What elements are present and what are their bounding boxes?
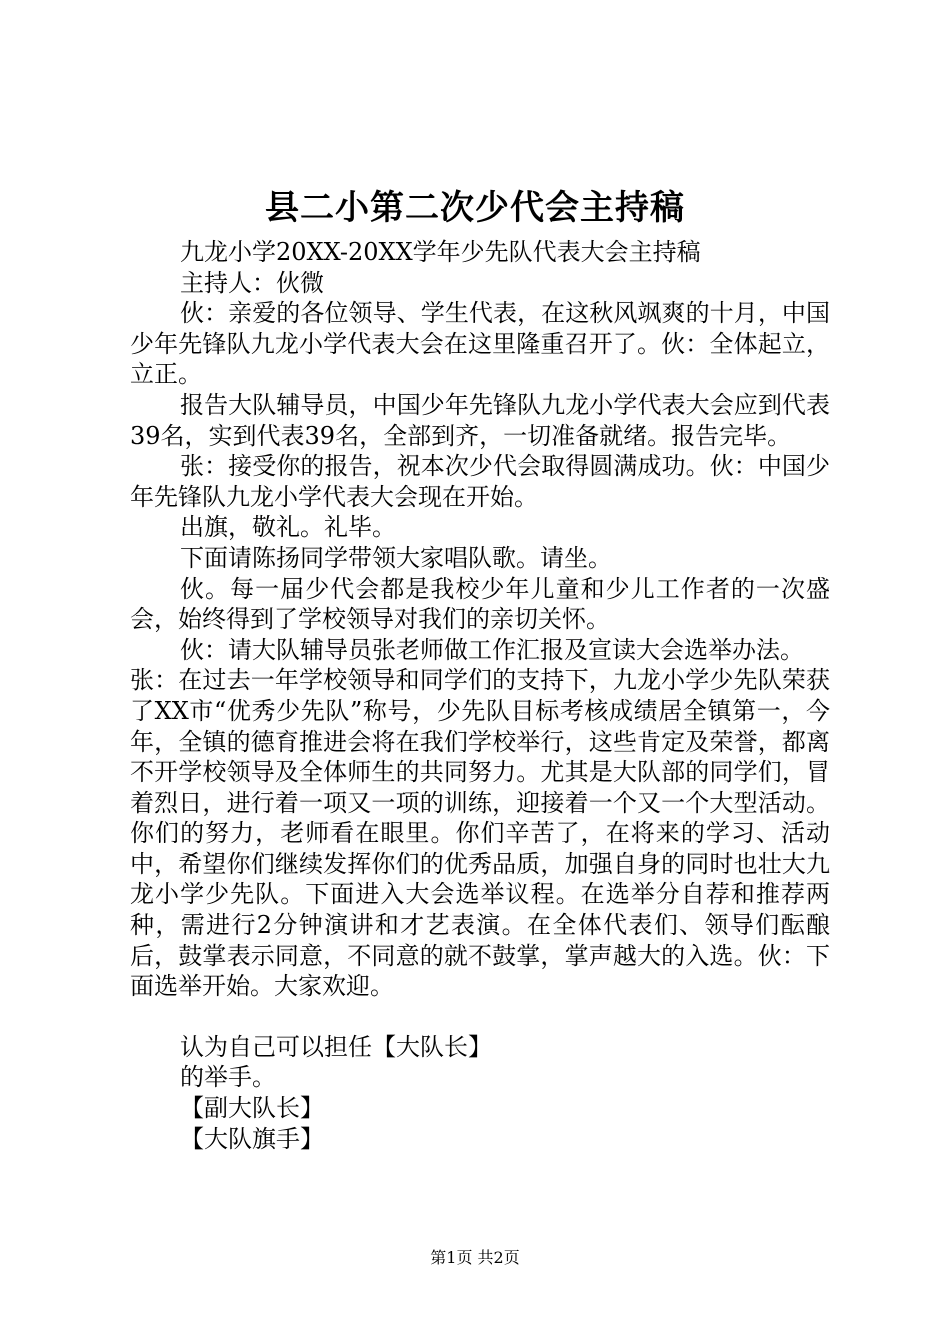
paragraph-flag-bearer: 【大队旗手】 [180, 1124, 324, 1153]
paragraph-congress: 伙。每一届少代会都是我校少年儿童和少儿工作者的一次盛会，始终得到了学校领导对我们的亲切关怀。 [130, 574, 830, 634]
paragraph-flag: 出旗，敬礼。礼毕。 [180, 513, 396, 542]
paragraph-raise-hand: 的举手。 [180, 1063, 276, 1092]
paragraph-vice-captain: 【副大队长】 [180, 1094, 324, 1123]
paragraph-work-report-intro: 伙：请大队辅导员张老师做工作汇报及宣读大会选举办法。 [180, 635, 804, 664]
paragraph-anthem: 下面请陈扬同学带领大家唱队歌。请坐。 [180, 543, 612, 572]
paragraph-attendance-report: 报告大队辅导员，中国少年先锋队九龙小学代表大会应到代表39名，实到代表39名，全部到齐，一切准备就绪。报告完毕。 [130, 390, 830, 450]
paragraph-gap [130, 1002, 830, 1032]
paragraph-subtitle: 九龙小学20XX-20XX学年少先队代表大会主持稿 [180, 238, 701, 266]
paragraph-host: 主持人：伙微 [180, 268, 324, 297]
paragraph-accept-report: 张：接受你的报告，祝本次少代会取得圆满成功。伙：中国少年先锋队九龙小学代表大会现在开始。 [130, 452, 830, 511]
document-body [130, 237, 830, 1154]
paragraph-work-report: 张：在过去一年学校领导和同学们的支持下，九龙小学少先队荣获了XX市“优秀少先队”称号，少先队目标考核成绩居全镇第一，今年，全镇的德育推进会将在我们学校举行，这些肯定及荣誉，都离不开学校领导及全体师生的共同努力。尤其是大队部的同学们，冒着烈日，进行着一项又一项的训练，迎接着一个又一个大型活动。你们的努力，老师看在眼里。你们辛苦了，在将来的学习、活动中，希望你们继续发挥你们的优秀品质，加强自身的同时也壮大九龙小学少先队。下面进入大会选举议程。在选举分自荐和推荐两种，需进行2分钟演讲和才艺表演。在全体代表们、领导们酝酿后，鼓掌表示同意，不同意的就不鼓掌，掌声越大的入选。伙：下面选举开始。大家欢迎。 [130, 666, 830, 1001]
paragraph-election-captain: 认为自己可以担任【大队长】 [180, 1032, 492, 1061]
document-title: 县二小第二次少代会主持稿 [265, 188, 685, 228]
page-footer: 第1页 共2页 [430, 1248, 520, 1267]
paragraph-opening: 伙：亲爱的各位领导、学生代表，在这秋风飒爽的十月，中国少年先锋队九龙小学代表大会在这里隆重召开了。伙：全体起立，立正。 [130, 299, 830, 389]
